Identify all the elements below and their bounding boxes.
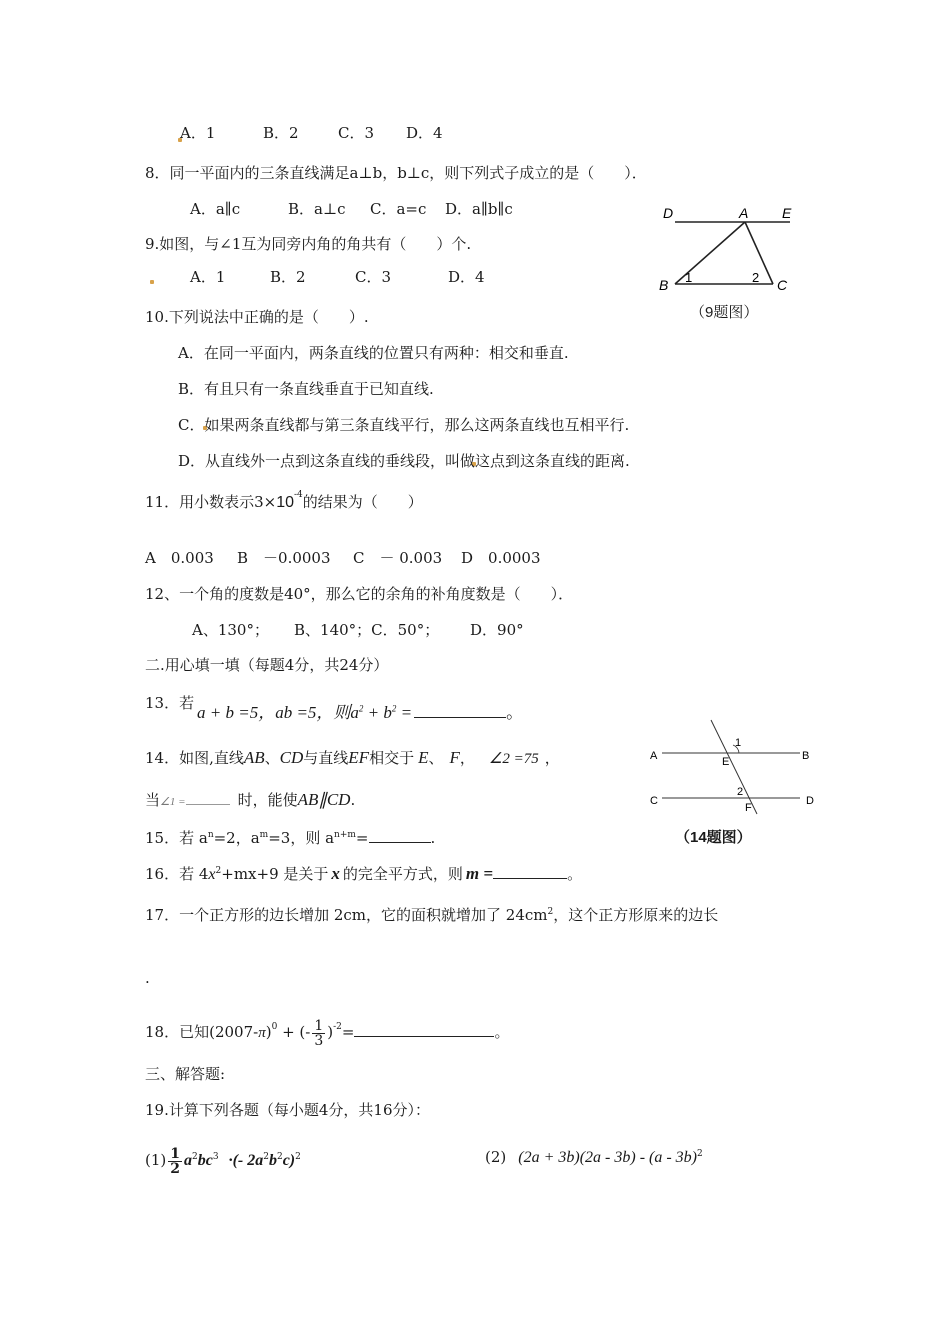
q7-option-a[interactable]: A．1	[180, 124, 216, 142]
q14-figure	[645, 718, 825, 818]
q17	[145, 905, 718, 925]
q17-text: 17．一个正方形的边长增加 2cm，它的面积就增加了 24cm	[145, 906, 548, 924]
q18-den: 3	[314, 1032, 324, 1049]
q8-option-c[interactable]: C．a=c	[370, 200, 427, 218]
q10-stem: 10.下列说法中正确的是（ ）.	[145, 308, 369, 326]
q18-exp0: 0	[271, 1022, 278, 1032]
q19-p2-expr: (2a + 3b)(2a - 3b) - (a - 3b)	[518, 1149, 697, 1166]
q19-p1-a: a	[184, 1152, 192, 1169]
q16	[145, 864, 582, 885]
q18-answer-blank[interactable]	[354, 1036, 494, 1037]
q13-mid: + b	[363, 703, 392, 722]
q15-v3: =	[355, 829, 369, 847]
q15-answer-blank[interactable]	[369, 842, 431, 843]
q13-expr1: a + b =5，ab =5，则a	[197, 703, 359, 722]
q19-p1-e3: 2	[263, 1152, 269, 1162]
q19-part1	[145, 1140, 301, 1180]
q17-end: ，这个正方形原来的边长	[553, 906, 719, 924]
q17-exp: 2	[547, 907, 554, 917]
q14-ef: EF	[348, 748, 370, 767]
q14-angle2: ∠2 =75	[488, 751, 539, 767]
q18-pi: π	[258, 1025, 266, 1041]
label-a: A	[650, 750, 658, 762]
q14-line2-mid: 时，能使	[237, 791, 298, 809]
q14-pre: 14．如图,直线	[145, 749, 244, 767]
q9-option-b[interactable]: B．2	[270, 268, 306, 286]
label-angle-2: 2	[752, 270, 760, 285]
label-c: C	[777, 277, 788, 293]
q16-pre: 16．若 4	[145, 865, 209, 883]
q14-e: E	[418, 748, 429, 767]
q19-part2	[485, 1147, 703, 1168]
q19-p1-mid: ·(- 2a	[224, 1152, 264, 1169]
q18-close: )	[327, 1023, 334, 1041]
label-angle-2: 2	[737, 786, 744, 798]
q19-p2-label: (2)	[485, 1148, 507, 1166]
label-angle-1: 1	[735, 737, 742, 749]
label-e: E	[722, 756, 730, 768]
q14-mid: 与直线	[303, 749, 349, 767]
q9-option-a[interactable]: A．1	[190, 268, 226, 286]
q16-mid2: 的完全平方式，则	[342, 865, 463, 883]
q16-end: 。	[567, 865, 583, 883]
q9-option-d[interactable]: D．4	[448, 268, 485, 286]
q14-comma: ，	[459, 749, 475, 767]
q8-stem: 8．同一平面内的三条直线满足a⊥b，b⊥c，则下列式子成立的是（ ）．	[145, 164, 647, 182]
q9-stem: 9.如图，与∠1互为同旁内角的角共有（ ）个.	[145, 235, 472, 253]
q7-option-d[interactable]: D．4	[406, 124, 443, 142]
q10-option-b[interactable]: B．有且只有一条直线垂直于已知直线.	[178, 380, 434, 398]
label-a: A	[739, 205, 749, 221]
q12-option-d[interactable]: D．90°	[470, 621, 524, 639]
section2-heading: 二.用心填一填（每题4分，共24分）	[145, 656, 389, 674]
q10-option-d[interactable]: D．从直线外一点到这条直线的垂线段，叫做这点到这条直线的距离.	[178, 452, 630, 470]
q15-pre: 15．若 a	[145, 829, 208, 847]
q15-e3: n+m	[334, 830, 356, 840]
q15-end: .	[430, 829, 436, 847]
q15	[145, 828, 435, 848]
q14-f: F	[449, 748, 460, 767]
q14-dot: .	[350, 791, 356, 809]
q19-p1-fraction	[168, 1147, 182, 1176]
q15-e1: n	[207, 830, 214, 840]
q19-p1-c: c)	[282, 1152, 296, 1169]
q16-answer-blank[interactable]	[493, 878, 567, 879]
q16-var: x	[331, 864, 340, 883]
q16-x: x	[208, 866, 216, 883]
q13-answer-blank[interactable]	[414, 717, 506, 718]
q7-option-c[interactable]: C．3	[338, 124, 375, 142]
q14-mid2: 相交于	[369, 749, 415, 767]
q19-p2-exp: 2	[697, 1149, 703, 1159]
q11-base: 10	[276, 494, 294, 511]
q7-option-b[interactable]: B．2	[263, 124, 299, 142]
q15-v2: =3，则 a	[268, 829, 335, 847]
q13-label: 13．若	[145, 694, 195, 712]
q18-plus: +	[277, 1023, 300, 1041]
q10-option-a[interactable]: A．在同一平面内，两条直线的位置只有两种：相交和垂直.	[178, 344, 569, 362]
label-d: D	[663, 205, 674, 221]
q18-open: (-	[299, 1023, 311, 1041]
q19-p1-b: b	[268, 1152, 277, 1169]
q16-m: m =	[465, 864, 494, 883]
section3-heading: 三、解答题:	[145, 1065, 226, 1083]
q12-option-bc[interactable]: B、140°；C．50°；	[294, 621, 440, 639]
q11-option-a[interactable]: A 0.003	[145, 549, 214, 567]
q9-option-c[interactable]: C．3	[355, 268, 392, 286]
q11-exp: -4	[294, 490, 303, 500]
q13-exp2: 2	[391, 703, 397, 714]
label-b: B	[802, 750, 810, 762]
q14-line1	[145, 748, 560, 769]
q8-option-b[interactable]: B．a⊥c	[288, 200, 346, 218]
q19-p1-num: 1	[170, 1145, 180, 1162]
q12-stem: 12、一个角的度数是40°，那么它的余角的补角度数是（ ）．	[145, 585, 574, 603]
q11-option-c[interactable]: C － 0.003	[353, 549, 443, 567]
q14-line2-pre: 当	[145, 791, 161, 809]
q8-option-d[interactable]: D．a∥b∥c	[445, 200, 513, 218]
q14-ab: AB	[243, 748, 265, 767]
q18: 18．已知$(2007-\pi)^0$ + (- $\frac{1}{3}$ )$^{-2}$= 。	[145, 1017, 510, 1049]
q11-stem	[145, 492, 423, 513]
q14-comma2: ，	[544, 749, 560, 767]
q18-eq: =	[341, 1023, 355, 1041]
q14-cd: CD	[279, 748, 304, 767]
q19-stem: 19.计算下列各题（每小题4分，共16分）：	[145, 1101, 430, 1119]
q13-expression	[197, 703, 523, 723]
q18-fraction	[312, 1019, 325, 1048]
label-e: E	[782, 205, 792, 221]
q14-sep: 、	[264, 749, 280, 767]
label-angle-1: 1	[685, 270, 693, 285]
q19-p1-den: 2	[170, 1160, 180, 1177]
q13-end: 。	[506, 703, 524, 722]
q19-p1-e1: 2	[192, 1152, 198, 1162]
q19-p1-label: (1)	[145, 1151, 167, 1169]
q19-p1-bc: bc	[197, 1152, 213, 1169]
q11-pre: 11．用小数表示3×	[145, 493, 277, 511]
q15-v1: =2，a	[213, 829, 260, 847]
q18-end: 。	[494, 1023, 510, 1041]
q16-mid: +mx+9 是关于	[221, 865, 329, 883]
q18-exp: -2	[333, 1022, 342, 1032]
q18-pre: 18．已知(2007-	[145, 1023, 259, 1041]
q13-eq: =	[396, 703, 413, 722]
stray-mark	[150, 280, 154, 284]
q8-option-a[interactable]: A．a∥c	[190, 200, 241, 218]
q9-caption: （9题图）	[690, 304, 759, 321]
q11-option-d[interactable]: D 0.0003	[461, 549, 541, 567]
q12-option-a[interactable]: A、130°；	[192, 621, 269, 639]
q17-line2: .	[145, 969, 150, 987]
q14-line2	[145, 790, 355, 812]
q14-caption: （14题图）	[675, 829, 752, 846]
q11-option-b[interactable]: B －0.0003	[237, 549, 331, 567]
label-b: B	[659, 277, 669, 293]
q15-e2: m	[259, 830, 269, 840]
q19-p1-e5: 2	[295, 1152, 301, 1162]
q18-num: 1	[314, 1017, 324, 1034]
q19-p1-e4: 2	[276, 1152, 283, 1162]
q10-option-c[interactable]: C．如果两条直线都与第三条直线平行，那么这两条直线也互相平行.	[178, 416, 630, 434]
q13-exp1: 2	[358, 703, 364, 714]
q14-sep2: 、	[428, 749, 444, 767]
label-c: C	[650, 795, 658, 807]
q19-p1-e2: 3	[212, 1152, 219, 1162]
label-d: D	[806, 795, 814, 807]
q16-exp: 2	[215, 866, 222, 876]
q14-answer-blank[interactable]	[186, 804, 230, 805]
line-ef	[711, 720, 757, 814]
q9-figure	[655, 200, 800, 300]
q11-post: 的结果为（ ）	[302, 493, 423, 511]
q14-angle1: ∠1 =	[160, 796, 186, 808]
q14-parallel: AB∥CD	[297, 790, 351, 809]
label-f: F	[745, 802, 752, 814]
